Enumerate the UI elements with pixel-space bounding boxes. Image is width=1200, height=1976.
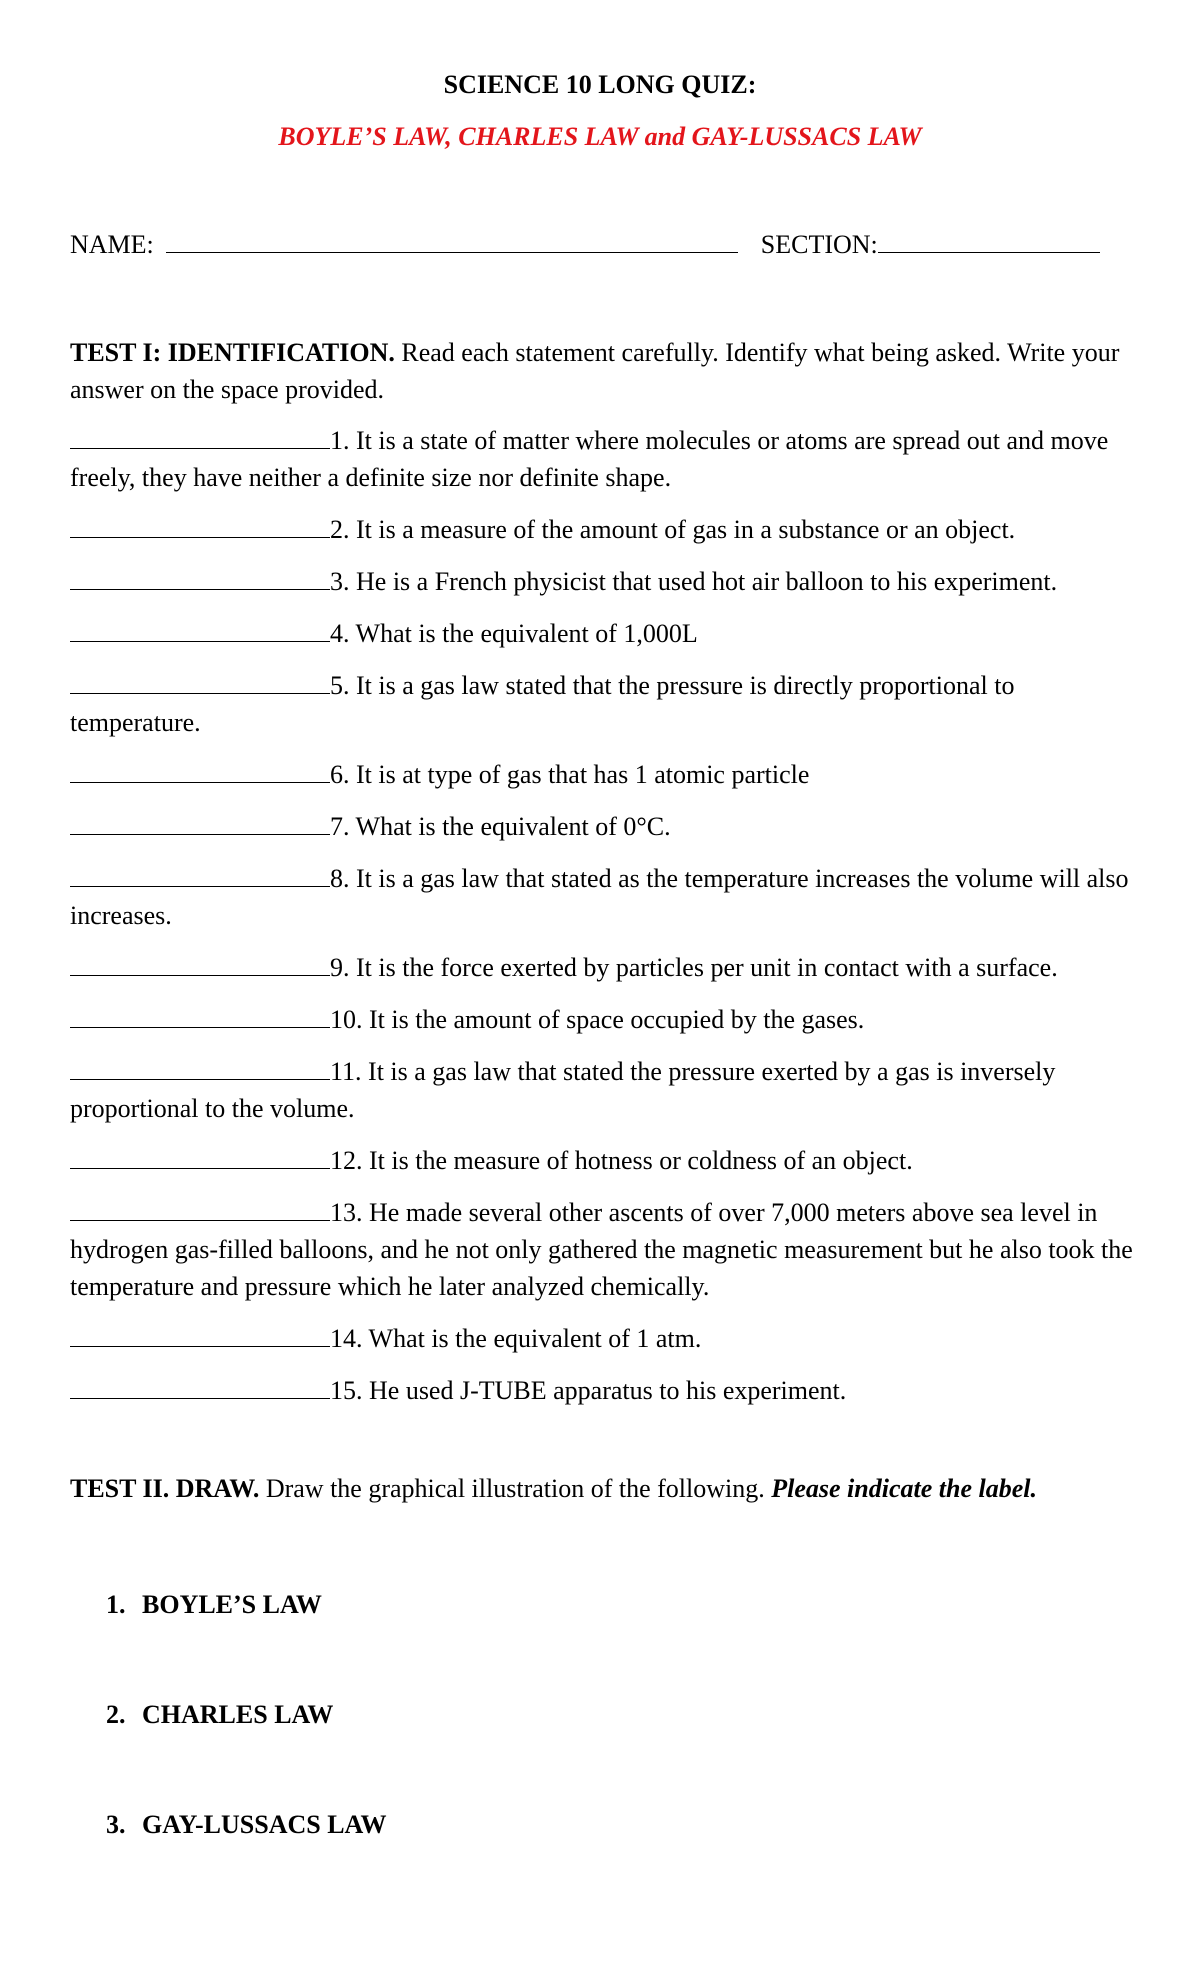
answer-blank[interactable] [70, 567, 330, 590]
answer-blank[interactable] [70, 515, 330, 538]
draw-item-charles-law [106, 1700, 333, 1730]
question-text: 10. It is the amount of space occupied by the gases. [330, 1005, 865, 1034]
question-text: 7. What is the equivalent of 0°C. [330, 812, 671, 841]
question-item [70, 756, 1134, 793]
draw-item-label: BOYLE’S LAW [142, 1590, 322, 1619]
test2-heading-text: Draw the graphical illustration of the following. [259, 1474, 772, 1503]
answer-blank[interactable] [70, 1146, 330, 1169]
draw-item-number: 1. [106, 1590, 126, 1619]
question-item [70, 1194, 1134, 1305]
answer-blank[interactable] [70, 619, 330, 642]
question-text: 2. It is a measure of the amount of gas in a substance or an object. [330, 515, 1016, 544]
test1-heading [70, 334, 1134, 408]
answer-blank[interactable] [70, 760, 330, 783]
answer-blank[interactable] [70, 671, 330, 694]
answer-blank[interactable] [70, 1198, 330, 1221]
draw-item-number: 3. [106, 1810, 126, 1839]
test2-heading [70, 1470, 1134, 1507]
question-item [70, 1142, 1134, 1179]
question-item [70, 563, 1134, 600]
name-blank[interactable] [166, 228, 738, 253]
question-item [70, 860, 1134, 934]
quiz-subtitle: BOYLE’S LAW, CHARLES LAW and GAY-LUSSACS LAW [278, 122, 922, 151]
draw-item-label: GAY-LUSSACS LAW [142, 1810, 387, 1839]
draw-item-boyles-law [106, 1590, 322, 1620]
question-item [70, 1053, 1134, 1127]
question-text: 4. What is the equivalent of 1,000L [330, 619, 698, 648]
answer-blank[interactable] [70, 1005, 330, 1028]
question-item [70, 667, 1134, 741]
question-item [70, 1372, 1134, 1409]
question-text: 3. He is a French physicist that used hot air balloon to his experiment. [330, 567, 1058, 596]
answer-blank[interactable] [70, 812, 330, 835]
draw-item-gay-lussacs-law [106, 1810, 386, 1840]
question-text: 13. He made several other ascents of over 7,000 meters above sea level in hydrogen gas-filled balloons, and he not only gathered the magnetic measurement but he also took the temperature and pressure which he later analyzed chemically. [70, 1198, 1133, 1301]
question-item [70, 1001, 1134, 1038]
answer-blank[interactable] [70, 1057, 330, 1080]
test2-heading-bold: TEST II. DRAW. [70, 1474, 260, 1503]
section-blank[interactable] [878, 228, 1100, 253]
question-item [70, 949, 1134, 986]
question-text: 9. It is the force exerted by particles per unit in contact with a surface. [330, 953, 1058, 982]
question-item [70, 1320, 1134, 1357]
question-item [70, 615, 1134, 652]
question-text: 5. It is a gas law stated that the pressure is directly proportional to temperature. [70, 671, 1015, 737]
student-info-line [70, 228, 1100, 260]
question-text: 1. It is a state of matter where molecules or atoms are spread out and move freely, they have neither a definite size nor definite shape. [70, 426, 1109, 492]
question-item [70, 511, 1134, 548]
draw-item-label: CHARLES LAW [142, 1700, 334, 1729]
test1-heading-text: Read each statement carefully. Identify what being asked. Write your answer on the space provided. [70, 338, 1120, 404]
quiz-title: SCIENCE 10 LONG QUIZ: [443, 70, 757, 99]
answer-blank[interactable] [70, 1376, 330, 1399]
question-text: 12. It is the measure of hotness or coldness of an object. [330, 1146, 913, 1175]
answer-blank[interactable] [70, 953, 330, 976]
answer-blank[interactable] [70, 426, 330, 449]
section-label: SECTION: [760, 230, 878, 259]
draw-item-number: 2. [106, 1700, 126, 1729]
test1-heading-bold: TEST I: IDENTIFICATION. [70, 338, 395, 367]
question-text: 15. He used J-TUBE apparatus to his experiment. [330, 1376, 847, 1405]
name-label: NAME: [70, 230, 154, 259]
question-text: 8. It is a gas law that stated as the temperature increases the volume will also increases. [70, 864, 1129, 930]
question-text: 11. It is a gas law that stated the pressure exerted by a gas is inversely proportional to the volume. [70, 1057, 1056, 1123]
test2-heading-emphasis: Please indicate the label. [771, 1474, 1037, 1503]
question-item [70, 422, 1134, 496]
question-text: 6. It is at type of gas that has 1 atomic particle [330, 760, 810, 789]
question-text: 14. What is the equivalent of 1 atm. [330, 1324, 702, 1353]
answer-blank[interactable] [70, 864, 330, 887]
identification-items [70, 422, 1134, 1409]
answer-blank[interactable] [70, 1324, 330, 1347]
question-item [70, 808, 1134, 845]
